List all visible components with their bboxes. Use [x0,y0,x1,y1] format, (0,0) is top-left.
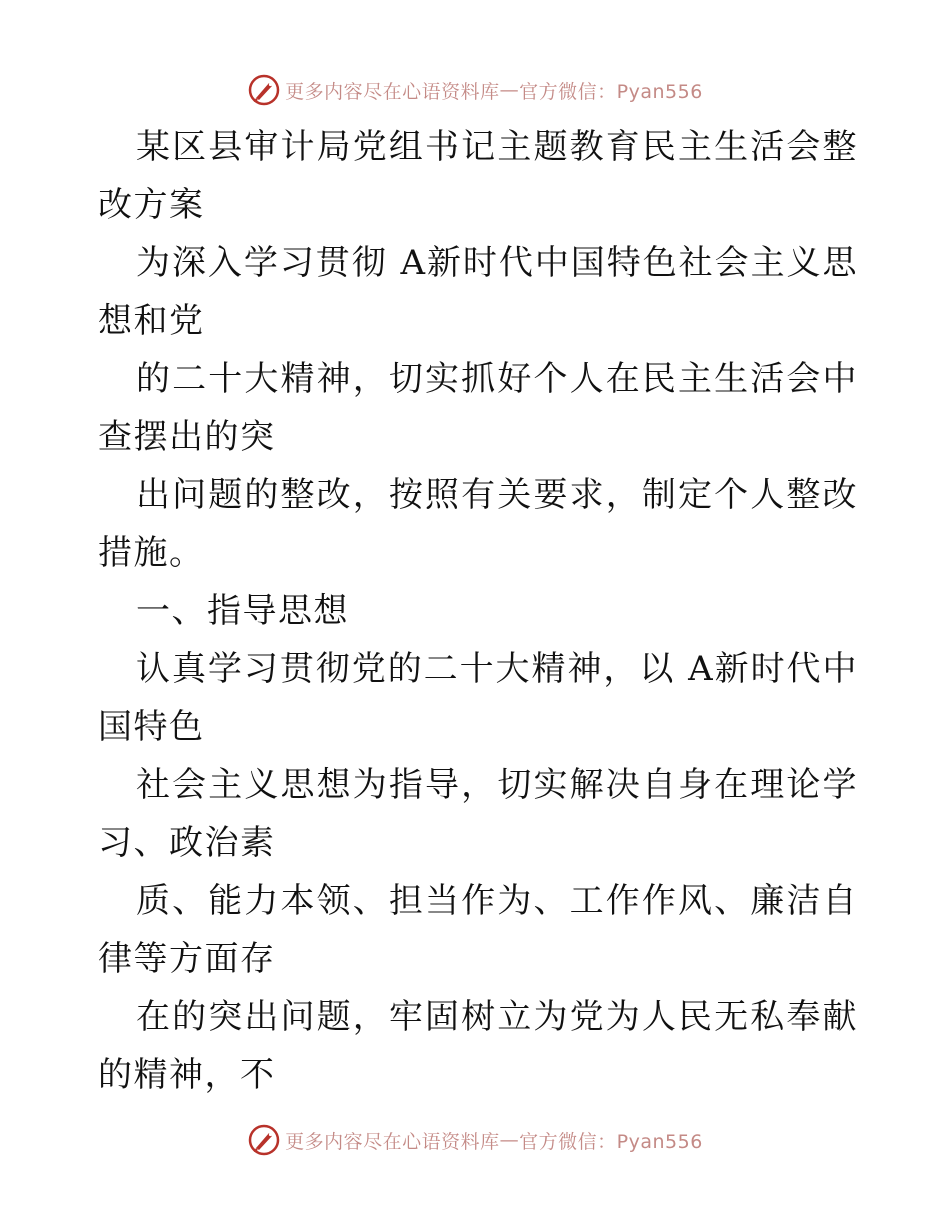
paragraph: 出问题的整改，按照有关要求，制定个人整改措施。 [98,475,858,573]
document-body [98,118,858,1104]
banner-wechat-text: 官方微信：Pyan556 [519,1130,703,1153]
pen-logo-icon [247,1123,281,1157]
paragraph: 在的突出问题，牢固树立为党为人民无私奉献的精神，不 [98,997,858,1095]
document-title: 某区县审计局党组书记主题教育民主生活会整改方案 [98,127,858,225]
paragraph: 的二十大精神，切实抓好个人在民主生活会中查摆出的突 [98,359,858,457]
paragraph: 为深入学习贯彻 A新时代中国特色社会主义思想和党 [98,243,858,341]
header-watermark-banner [0,70,950,110]
banner-dash: — [499,79,520,101]
banner-site-text: 更多内容尽在心语资料库 [285,1130,500,1153]
paragraph: 社会主义思想为指导，切实解决自身在理论学习、政治素 [98,765,858,863]
paragraph: 认真学习贯彻党的二十大精神，以 A新时代中国特色 [98,649,858,747]
banner-dash: — [499,1129,520,1151]
footer-watermark-banner [0,1120,950,1160]
paragraph: 质、能力本领、担当作为、工作作风、廉洁自律等方面存 [98,881,858,979]
banner-wechat-text: 官方微信：Pyan556 [519,80,703,103]
banner-site-text: 更多内容尽在心语资料库 [285,80,500,103]
pen-logo-icon [247,73,281,107]
section-heading: 一、指导思想 [136,591,349,631]
